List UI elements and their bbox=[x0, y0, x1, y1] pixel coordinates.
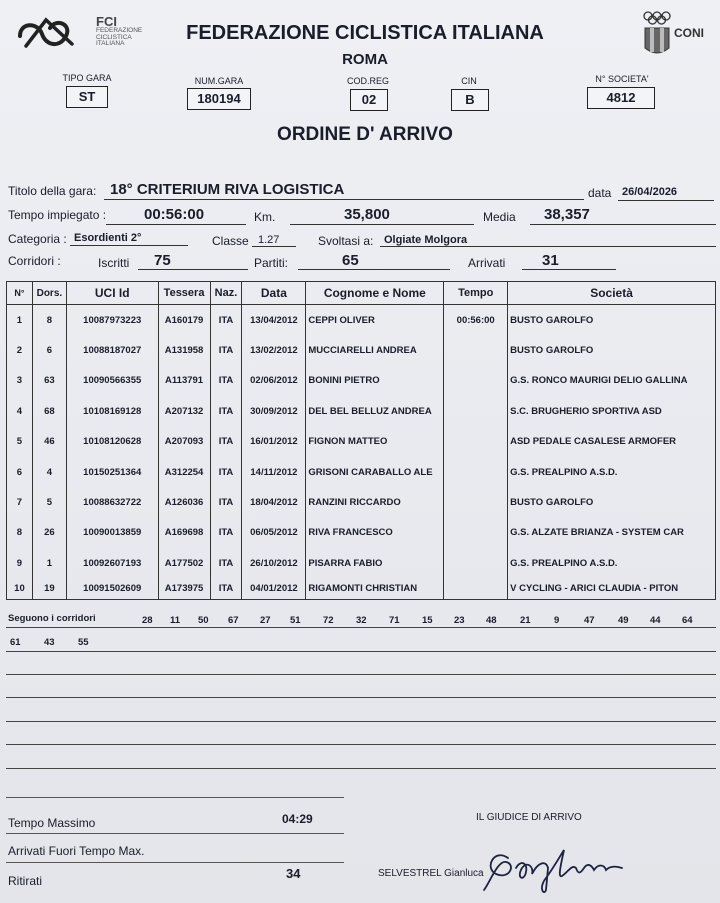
date-label: data bbox=[588, 186, 612, 200]
class-label: Classe bbox=[212, 234, 249, 248]
federation-title: FEDERAZIONE CICLISTICA ITALIANA bbox=[186, 22, 544, 44]
race-time: 00:56:00 bbox=[144, 206, 205, 223]
time-label: Tempo impiegato : bbox=[8, 208, 107, 222]
race-class: 1.27 bbox=[258, 234, 280, 246]
race-km: 35,800 bbox=[344, 206, 390, 223]
following-number: 71 bbox=[389, 615, 400, 626]
race-location: Olgiate Molgora bbox=[384, 234, 468, 246]
table-row: 2 6 10088187027 A131958 ITA 13/02/2012 MUCCIARELLI ANDREA BUSTO GAROLFO bbox=[7, 335, 716, 365]
following-number: 48 bbox=[486, 615, 497, 626]
race-registered: 75 bbox=[154, 252, 171, 269]
table-row: 1 8 10087973223 A160179 ITA 13/04/2012 CEPPI OLIVER 00:56:00 BUSTO GAROLFO bbox=[7, 305, 716, 336]
location-label: Svoltasi a: bbox=[318, 234, 374, 248]
race-title: 18° CRITERIUM RIVA LOGISTICA bbox=[110, 181, 345, 198]
code-caption-cod-reg: COD.REG bbox=[346, 76, 389, 86]
started-label: Partiti: bbox=[254, 256, 289, 270]
race-started: 65 bbox=[342, 252, 359, 269]
header-tempo: Tempo bbox=[444, 282, 508, 305]
following-number: 72 bbox=[323, 615, 334, 626]
following-number: 27 bbox=[260, 615, 271, 626]
table-row: 8 26 10090013859 A169698 ITA 06/05/2012 RIVA FRANCESCO G.S. ALZATE BRIANZA - SYSTEM CAR bbox=[7, 518, 716, 548]
table-row: 6 4 10150251364 A312254 ITA 14/11/2012 GRISONI CARABALLO ALE G.S. PREALPINO A.S.D. bbox=[7, 457, 716, 487]
coni-logo-icon bbox=[642, 10, 674, 60]
table-header-row bbox=[7, 282, 716, 305]
code-caption-tipo-gara: TIPO GARA bbox=[62, 73, 112, 83]
following-number: 55 bbox=[78, 637, 89, 648]
media-label: Media bbox=[483, 210, 516, 224]
code-caption-num-gara: NUM.GARA bbox=[194, 76, 244, 86]
city: ROMA bbox=[342, 51, 388, 68]
code-box-cod-reg: 02 bbox=[350, 89, 388, 111]
table-row: 3 63 10090566355 A113791 ITA 02/06/2012 BONINI PIETRO G.S. RONCO MAURIGI DELIO GALLINA bbox=[7, 366, 716, 396]
fci-logo-icon bbox=[16, 14, 82, 54]
race-arrived: 31 bbox=[542, 252, 559, 269]
code-caption-cin: CIN bbox=[461, 76, 477, 86]
table-row: 9 1 10092607193 A177502 ITA 26/10/2012 PISARRA FABIO G.S. PREALPINO A.S.D. bbox=[7, 548, 716, 578]
retired-count: 34 bbox=[286, 866, 301, 881]
header-dors: Dors. bbox=[32, 282, 66, 305]
document-title: ORDINE D' ARRIVO bbox=[277, 124, 453, 145]
following-number: 11 bbox=[170, 615, 181, 626]
header-name: Cognome e Nome bbox=[306, 282, 444, 305]
following-number: 50 bbox=[198, 615, 209, 626]
judge-signature-icon bbox=[476, 838, 636, 898]
table-row: 4 68 10108169128 A207132 ITA 30/09/2012 DEL BEL BELLUZ ANDREA S.C. BRUGHERIO SPORTIVA ASD bbox=[7, 396, 716, 426]
category-label: Categoria : bbox=[8, 232, 67, 246]
following-number: 64 bbox=[682, 615, 693, 626]
judge-label: IL GIUDICE DI ARRIVO bbox=[476, 812, 582, 823]
results-table bbox=[6, 281, 716, 600]
header-data: Data bbox=[242, 282, 306, 305]
following-number: 44 bbox=[650, 615, 661, 626]
coni-logo-text: CONI bbox=[674, 26, 704, 40]
code-box-n-societa: 4812 bbox=[587, 87, 655, 109]
following-number: 15 bbox=[422, 615, 433, 626]
code-box-num-gara: 180194 bbox=[187, 88, 251, 110]
following-number: 49 bbox=[618, 615, 629, 626]
riders-label: Corridori : bbox=[8, 254, 61, 268]
km-label: Km. bbox=[254, 210, 276, 224]
header-pos: N° bbox=[7, 282, 33, 305]
following-number: 32 bbox=[356, 615, 367, 626]
following-number: 21 bbox=[520, 615, 531, 626]
max-time-label: Tempo Massimo bbox=[8, 816, 96, 830]
following-number: 43 bbox=[44, 637, 55, 648]
following-number: 28 bbox=[142, 615, 153, 626]
code-box-cin: B bbox=[451, 89, 489, 111]
race-date: 26/04/2026 bbox=[622, 186, 678, 198]
fci-logo-subtext: FEDERAZIONE CICLISTICA ITALIANA bbox=[96, 27, 143, 47]
registered-label: Iscritti bbox=[98, 256, 130, 270]
following-label: Seguono i corridori bbox=[8, 613, 96, 624]
following-number: 23 bbox=[454, 615, 465, 626]
following-number: 47 bbox=[584, 615, 595, 626]
fci-logo-text: FCI bbox=[96, 14, 117, 29]
header-uci-id: UCI Id bbox=[66, 282, 158, 305]
table-row: 10 19 10091502609 A173975 ITA 04/01/2012 RIGAMONTI CHRISTIAN V CYCLING - ARICI CLAUDIA - PITON bbox=[7, 579, 716, 600]
following-number: 51 bbox=[290, 615, 301, 626]
code-caption-n-societa: N° SOCIETA' bbox=[595, 74, 649, 84]
race-title-label: Titolo della gara: bbox=[8, 184, 97, 198]
retired-label: Ritirati bbox=[8, 874, 43, 888]
out-of-time-label: Arrivati Fuori Tempo Max. bbox=[8, 844, 145, 858]
race-category: Esordienti 2° bbox=[74, 232, 142, 244]
header-naz: Naz. bbox=[210, 282, 242, 305]
arrived-label: Arrivati bbox=[468, 256, 506, 270]
following-number: 67 bbox=[228, 615, 239, 626]
table-row: 7 5 10088632722 A126036 ITA 18/04/2012 RANZINI RICCARDO BUSTO GAROLFO bbox=[7, 487, 716, 517]
max-time: 04:29 bbox=[282, 812, 313, 826]
code-box-tipo-gara: ST bbox=[66, 86, 108, 108]
table-row: 5 46 10108120628 A207093 ITA 16/01/2012 FIGNON MATTEO ASD PEDALE CASALESE ARMOFER bbox=[7, 427, 716, 457]
header-tessera: Tessera bbox=[158, 282, 210, 305]
following-number: 9 bbox=[554, 615, 560, 626]
following-number: 61 bbox=[10, 637, 21, 648]
judge-name: SELVESTREL Gianluca bbox=[378, 868, 484, 879]
race-media: 38,357 bbox=[544, 206, 590, 223]
header-societa: Società bbox=[508, 282, 716, 305]
